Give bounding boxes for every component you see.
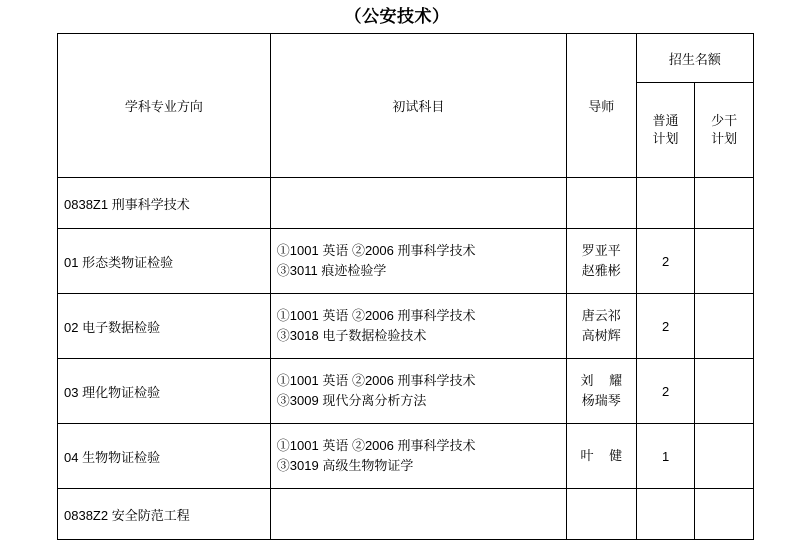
subject-line-1: ①1001 英语 ②2006 刑事科学技术 [276,437,476,453]
header-quota-minority [695,83,754,178]
row-advisor [566,359,636,424]
subject-line-2: ③3011 痕迹检验学 [276,263,387,278]
row-quota-minority [695,424,754,489]
row-quota-minority [695,489,754,540]
row-advisor [566,489,636,540]
row-direction: 0838Z2 安全防范工程 [58,489,271,540]
row-direction: 02 电子数据检验 [58,294,271,359]
advisor-line-1: 刘 耀 [580,372,629,388]
advisor-line-1: 唐云祁 [581,307,621,323]
table-row [58,424,754,489]
row-subjects [270,178,566,229]
header-direction: 学科专业方向 [58,34,271,178]
row-advisor [566,229,636,294]
subject-line-2: ③3009 现代分离分析方法 [276,393,427,408]
row-quota-normal: 2 [636,359,695,424]
row-subjects [270,359,566,424]
table-header-row-1 [58,34,754,83]
row-quota-normal: 1 [636,424,695,489]
header-quota-minority-line2: 计划 [711,131,738,146]
page-title: （公安技术） [344,7,450,26]
subject-line-2: ③3018 电子数据检验技术 [276,328,427,343]
row-quota-minority [695,229,754,294]
header-quota-normal-line1: 普通 [652,113,679,129]
table-body [58,178,754,540]
row-advisor [566,178,636,229]
admissions-table [57,33,754,540]
row-direction: 04 生物物证检验 [58,424,271,489]
table-header [58,34,754,178]
table-row [58,178,754,229]
row-advisor [566,424,636,489]
row-subjects [270,424,566,489]
table-row [58,359,754,424]
row-quota-normal: 2 [636,294,695,359]
advisor-line-1: 罗亚平 [581,242,621,258]
table-row [58,489,754,540]
row-subjects [270,294,566,359]
row-subjects [270,489,566,540]
header-quota-normal [636,83,695,178]
advisor-line-2: 高树辉 [581,328,621,343]
row-quota-minority [695,178,754,229]
table-row [58,229,754,294]
header-quota-normal-line2: 计划 [652,131,679,146]
row-direction: 03 理化物证检验 [58,359,271,424]
subject-line-1: ①1001 英语 ②2006 刑事科学技术 [276,242,476,258]
table-container [0,33,794,540]
header-quota-minority-line1: 少干 [711,113,738,129]
row-quota-normal: 2 [636,229,695,294]
header-advisor: 导师 [566,34,636,178]
row-quota-normal [636,489,695,540]
row-direction: 0838Z1 刑事科学技术 [58,178,271,229]
advisor-line-1: 叶 健 [580,447,629,463]
subject-line-1: ①1001 英语 ②2006 刑事科学技术 [276,372,476,388]
subject-line-2: ③3019 高级生物物证学 [276,458,414,473]
table-row [58,294,754,359]
subject-line-1: ①1001 英语 ②2006 刑事科学技术 [276,307,476,323]
advisor-line-2: 赵雅彬 [581,263,621,278]
row-direction: 01 形态类物证检验 [58,229,271,294]
row-quota-normal [636,178,695,229]
row-advisor [566,294,636,359]
header-quota: 招生名额 [636,34,753,83]
row-quota-minority [695,359,754,424]
advisor-line-2: 杨瑞琴 [581,393,621,408]
row-quota-minority [695,294,754,359]
header-subjects: 初试科目 [270,34,566,178]
row-subjects [270,229,566,294]
